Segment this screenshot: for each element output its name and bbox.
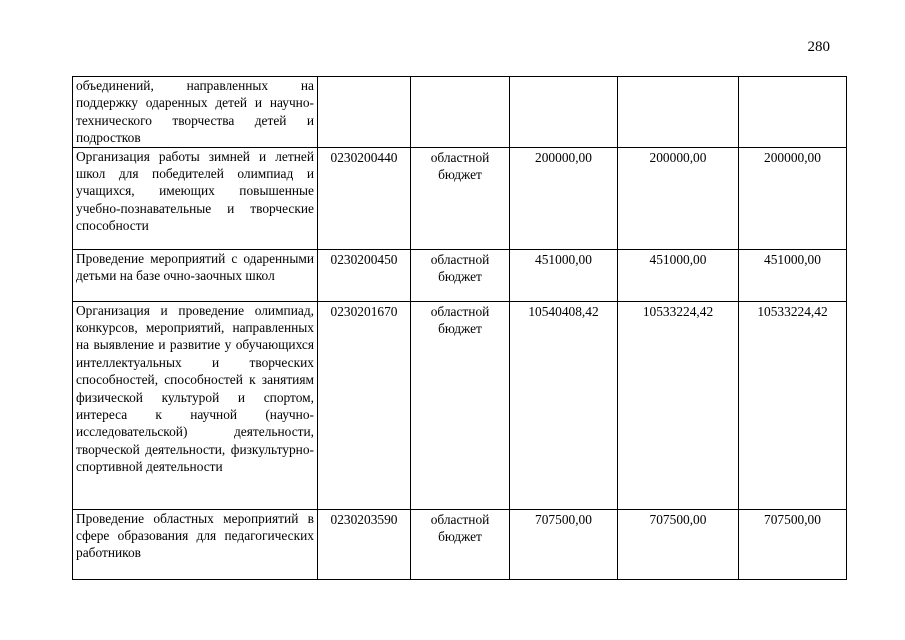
amount-cell-3: 451000,00 [739, 249, 847, 301]
table-row [73, 301, 847, 509]
funding-source-cell: областной бюджет [411, 249, 510, 301]
activity-name-cell: объединений, направленных на поддержку одаренных детей и научно-технического творчества детей и подростков [73, 77, 318, 148]
budget-code-cell: 0230201670 [318, 301, 411, 509]
activity-name-cell: Организация работы зимней и летней школ для победителей олимпиад и учащихся, имеющих повышенные учебно-познавательные и творческие способности [73, 147, 318, 249]
amount-cell-2: 10533224,42 [618, 301, 739, 509]
activity-name-cell: Проведение мероприятий с одаренными детьми на базе очно-заочных школ [73, 249, 318, 301]
amount-cell-1: 10540408,42 [510, 301, 618, 509]
amount-cell-2: 200000,00 [618, 147, 739, 249]
budget-code-cell: 0230200450 [318, 249, 411, 301]
budget-code-cell: 0230200440 [318, 147, 411, 249]
table-row [73, 77, 847, 148]
funding-source-cell: областной бюджет [411, 301, 510, 509]
amount-cell-1: 451000,00 [510, 249, 618, 301]
table-row [73, 249, 847, 301]
budget-code-cell: 0230203590 [318, 509, 411, 579]
funding-source-cell [411, 77, 510, 148]
page-number: 280 [807, 39, 830, 55]
amount-cell-3: 200000,00 [739, 147, 847, 249]
budget-table [72, 76, 847, 580]
amount-cell-2: 451000,00 [618, 249, 739, 301]
funding-source-cell: областной бюджет [411, 147, 510, 249]
activity-name-cell: Проведение областных мероприятий в сфере образования для педагогических работников [73, 509, 318, 579]
funding-source-cell: областной бюджет [411, 509, 510, 579]
amount-cell-2: 707500,00 [618, 509, 739, 579]
amount-cell-3: 10533224,42 [739, 301, 847, 509]
amount-cell-3: 707500,00 [739, 509, 847, 579]
table-row [73, 509, 847, 579]
budget-code-cell [318, 77, 411, 148]
amount-cell-1: 707500,00 [510, 509, 618, 579]
amount-cell-2 [618, 77, 739, 148]
amount-cell-1 [510, 77, 618, 148]
activity-name-cell: Организация и проведение олимпиад, конкурсов, мероприятий, направленных на выявление и развитие у обучающихся интеллектуальных и творческих способностей, способностей к занятиям физической культурой и спортом, интереса к научной (научно-исследовательской) деятельности, творческой деятельности, физкультурно-спортивной деятельности [73, 301, 318, 509]
amount-cell-3 [739, 77, 847, 148]
table-row [73, 147, 847, 249]
amount-cell-1: 200000,00 [510, 147, 618, 249]
